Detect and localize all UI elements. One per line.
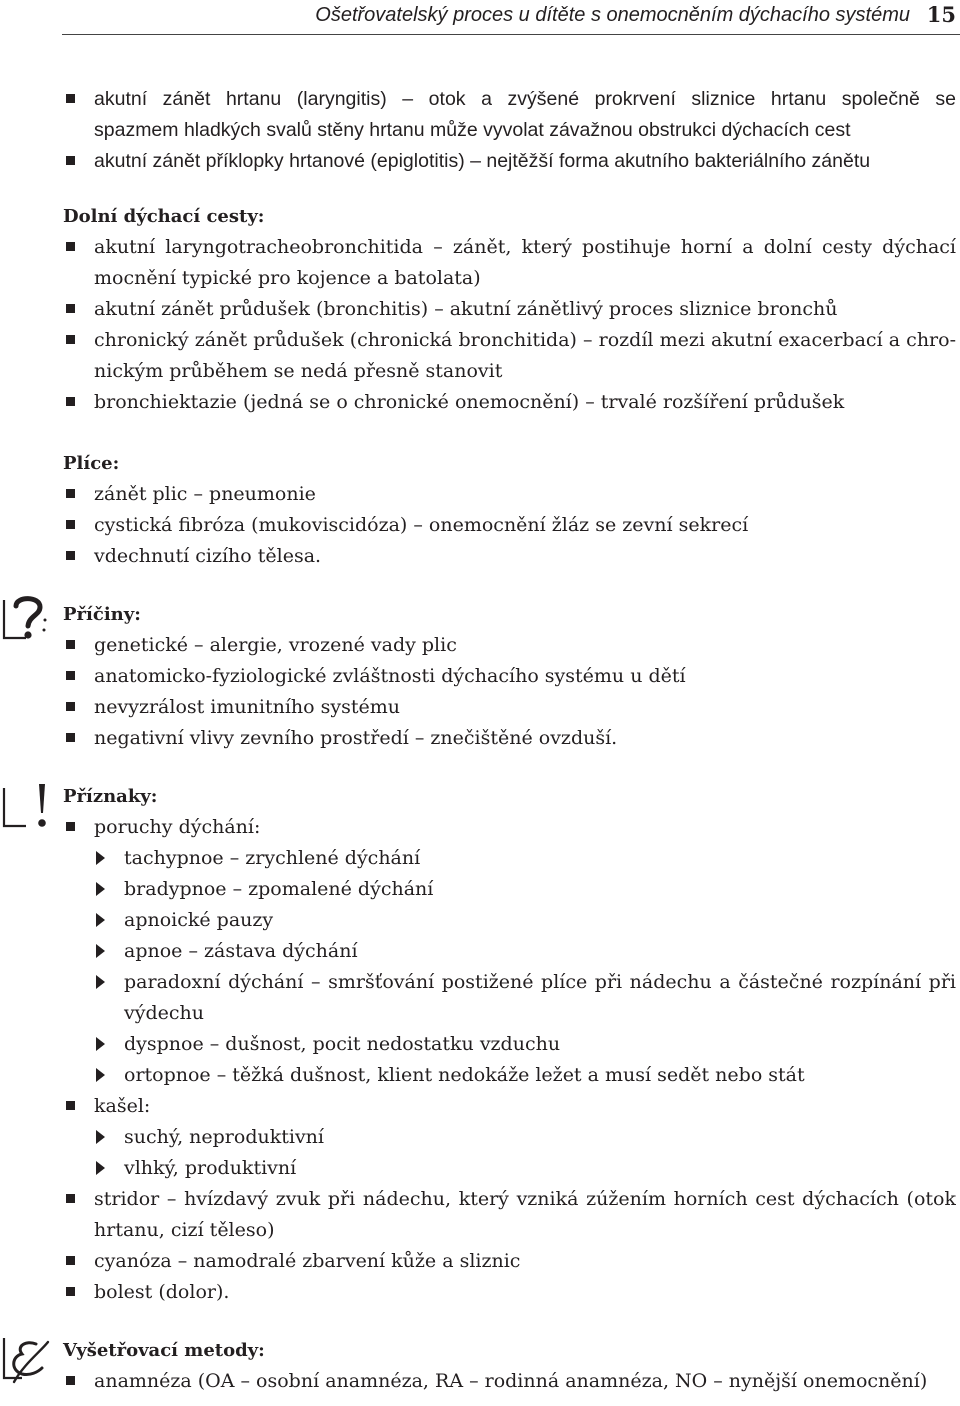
question-mark-icon <box>0 594 52 644</box>
page-content <box>63 84 956 1397</box>
bullet-square-icon <box>66 702 75 711</box>
bullet-square-icon <box>66 242 75 251</box>
running-title: Ošetřovatelský proces u dítěte s onemocněním dýchacího systému <box>315 4 910 26</box>
list-item: kašel: <box>63 1091 956 1122</box>
list-item: akutní zánět příklopky hrtanové (epiglotitis) – nejtěžší forma akutního bakteriálního zánětu <box>63 146 956 177</box>
list-item: negativní vlivy zevního prostředí – znečištěné ovzduší. <box>63 723 956 754</box>
list-item-continuation: hrtanu, cizí těleso) <box>94 1219 275 1241</box>
sub-list-item: bradypnoe – zpomalené dýchání <box>63 874 956 905</box>
bullet-square-icon <box>66 489 75 498</box>
list-item: chronický zánět průdušek (chronická bronchitida) – rozdíl mezi akutní exacerbací a chro- <box>63 325 956 356</box>
sub-list-item: ortopnoe – těžká dušnost, klient nedokáže ležet a musí sedět nebo stát <box>63 1060 956 1091</box>
list-item-continuation: nickým průběhem se nedá přesně stanovit <box>94 360 503 382</box>
list-item: akutní zánět průdušek (bronchitis) – akutní zánětlivý proces sliznice bronchů <box>63 294 956 325</box>
sub-list-item: dyspnoe – dušnost, pocit nedostatku vzduchu <box>63 1029 956 1060</box>
sub-list-item: tachypnoe – zrychlené dýchání <box>63 843 956 874</box>
bullet-square-icon <box>66 335 75 344</box>
bullet-square-icon <box>66 551 75 560</box>
bullet-arrow-icon <box>96 1068 105 1082</box>
list-item: stridor – hvízdavý zvuk při nádechu, který vzniká zúžením horních cest dýchacích (otok <box>63 1184 956 1215</box>
bullet-arrow-icon <box>96 975 105 989</box>
list-item-continuation: spazmem hladkých svalů stěny hrtanu může vyvolat závažnou obstrukci dýchacích cest <box>94 119 851 141</box>
bullet-arrow-icon <box>96 944 105 958</box>
section-heading-lungs: Plíce: <box>63 453 120 474</box>
list-item: nevyzrálost imunitního systému <box>63 692 956 723</box>
bullet-square-icon <box>66 822 75 831</box>
list-item: bronchiektazie (jedná se o chronické onemocnění) – trvalé rozšíření průdušek <box>63 387 956 418</box>
page-header <box>62 0 960 35</box>
exclamation-mark-icon <box>0 780 52 832</box>
page-number: 15 <box>926 2 956 27</box>
bullet-arrow-icon <box>96 1037 105 1051</box>
list-item: poruchy dýchání: <box>63 812 956 843</box>
section-heading-examination-methods: Vyšetřovací metody: <box>63 1340 265 1361</box>
list-item: zánět plic – pneumonie <box>63 479 956 510</box>
bullet-square-icon <box>66 156 75 165</box>
bullet-square-icon <box>66 733 75 742</box>
bullet-arrow-icon <box>96 1130 105 1144</box>
sub-list-item: apnoické pauzy <box>63 905 956 936</box>
list-item: akutní zánět hrtanu (laryngitis) – otok a zvýšené prokrvení sliznice hrtanu společně se <box>63 84 956 115</box>
bullet-square-icon <box>66 1256 75 1265</box>
section-heading-lower-airways: Dolní dýchací cesty: <box>63 206 265 227</box>
bullet-square-icon <box>66 1101 75 1110</box>
sub-list-item: suchý, neproduktivní <box>63 1122 956 1153</box>
list-item: cystická fibróza (mukoviscidóza) – onemocnění žláz se zevní sekrecí <box>63 510 956 541</box>
sub-list-item: apnoe – zástava dýchání <box>63 936 956 967</box>
bullet-square-icon <box>66 304 75 313</box>
section-heading-causes: Příčiny: <box>63 604 141 625</box>
list-item: akutní laryngotracheobronchitida – zánět, který postihuje horní a dolní cesty dýchací <box>63 232 956 263</box>
list-item: anamnéza (OA – osobní anamnéza, RA – rodinná anamnéza, NO – nynější onemocnění) <box>63 1366 956 1397</box>
bullet-square-icon <box>66 520 75 529</box>
bullet-square-icon <box>66 1287 75 1296</box>
bullet-arrow-icon <box>96 1161 105 1175</box>
list-item-continuation: mocnění typické pro kojence a batolata) <box>94 267 481 289</box>
bullet-square-icon <box>66 397 75 406</box>
sub-list-item-continuation: výdechu <box>124 1002 204 1024</box>
list-item: genetické – alergie, vrozené vady plic <box>63 630 956 661</box>
list-item: anatomicko-fyziologické zvláštnosti dýchacího systému u dětí <box>63 661 956 692</box>
sub-list-item: paradoxní dýchání – smršťování postižené plíce při nádechu a částečné rozpínání při <box>63 967 956 998</box>
bullet-square-icon <box>66 671 75 680</box>
bullet-arrow-icon <box>96 882 105 896</box>
sub-list-item: vlhký, produktivní <box>63 1153 956 1184</box>
list-item: vdechnutí cizího tělesa. <box>63 541 956 572</box>
bullet-arrow-icon <box>96 851 105 865</box>
bullet-square-icon <box>66 1376 75 1385</box>
list-item: bolest (dolor). <box>63 1277 956 1308</box>
bullet-square-icon <box>66 1194 75 1203</box>
section-heading-symptoms: Příznaky: <box>63 786 158 807</box>
bullet-square-icon <box>66 94 75 103</box>
list-item: cyanóza – namodralé zbarvení kůže a sliznic <box>63 1246 956 1277</box>
bullet-square-icon <box>66 640 75 649</box>
bullet-arrow-icon <box>96 913 105 927</box>
examination-icon <box>0 1334 52 1386</box>
